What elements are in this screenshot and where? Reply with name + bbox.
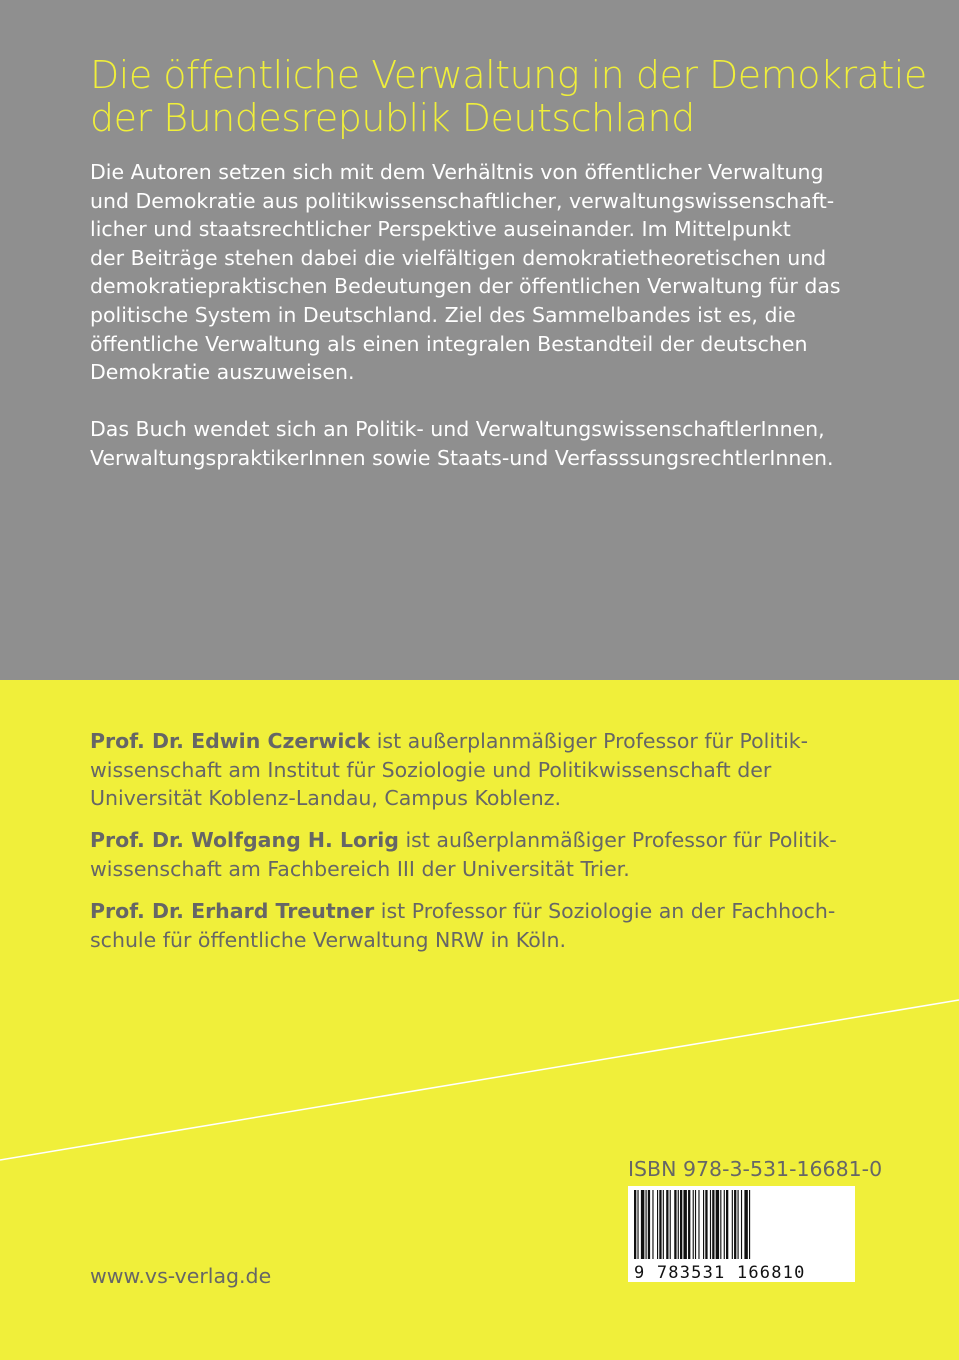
bio-line: Universität Koblenz-Landau, Campus Koblenz.: [90, 786, 562, 811]
author-bio-treutner: [90, 897, 890, 954]
bio-line: wissenschaft am Fachbereich III der Universität Trier.: [90, 856, 630, 881]
description-line: der Beiträge stehen dabei die vielfältigen demokratietheoretischen und: [90, 245, 827, 270]
book-title: [90, 53, 927, 140]
author-bio-lorig: [90, 826, 890, 883]
bio-first-line: [90, 727, 890, 756]
bio-text: ist Professor für Soziologie an der Fachhoch-: [374, 899, 836, 923]
website-url: www.vs-verlag.de: [90, 1264, 272, 1288]
audience-paragraph: [90, 415, 890, 472]
description-line: licher und staatsrechtlicher Perspektive auseinander. Im Mittelpunkt: [90, 217, 791, 242]
description-line: Demokratie auszuweisen.: [90, 360, 355, 385]
description-line: Die Autoren setzen sich mit dem Verhältnis von öffentlicher Verwaltung: [90, 160, 824, 184]
author-name: Prof. Dr. Wolfgang H. Lorig: [90, 828, 399, 852]
description-line: demokratiepraktischen Bedeutungen der öffentlichen Verwaltung für das: [90, 274, 841, 299]
audience-line: Das Buch wendet sich an Politik- und VerwaltungswissenschaftlerInnen,: [90, 417, 825, 441]
description: [90, 158, 890, 387]
title-line-2: der Bundesrepublik Deutschland: [90, 96, 695, 140]
bio-text: ist außerplanmäßiger Professor für Politik-: [398, 828, 837, 852]
bio-line: wissenschaft am Institut für Soziologie und Politikwissenschaft der: [90, 757, 772, 782]
author-name: Prof. Dr. Edwin Czerwick: [90, 729, 371, 753]
description-line: öffentliche Verwaltung als einen integralen Bestandteil der deutschen: [90, 331, 808, 356]
author-bio-czerwick: [90, 727, 890, 813]
bio-first-line: [90, 826, 890, 855]
bio-line: schule für öffentliche Verwaltung NRW in Köln.: [90, 927, 566, 952]
description-line: und Demokratie aus politikwissenschaftlicher, verwaltungswissenschaft-: [90, 188, 835, 213]
bio-first-line: [90, 897, 890, 926]
barcode-graphic: [628, 1186, 855, 1282]
audience-line: VerwaltungspraktikerInnen sowie Staats-und VerfasssungsrechtlerInnen.: [90, 445, 834, 470]
description-line: politische System in Deutschland. Ziel des Sammelbandes ist es, die: [90, 302, 796, 327]
barcode-number: 9 783531 166810: [634, 1263, 806, 1282]
bio-text: ist außerplanmäßiger Professor für Politik-: [370, 729, 809, 753]
isbn-label: ISBN 978-3-531-16681-0: [628, 1157, 883, 1181]
title-line-1: Die öffentliche Verwaltung in der Demokratie: [90, 53, 927, 97]
barcode: [628, 1186, 855, 1282]
author-name: Prof. Dr. Erhard Treutner: [90, 899, 375, 923]
